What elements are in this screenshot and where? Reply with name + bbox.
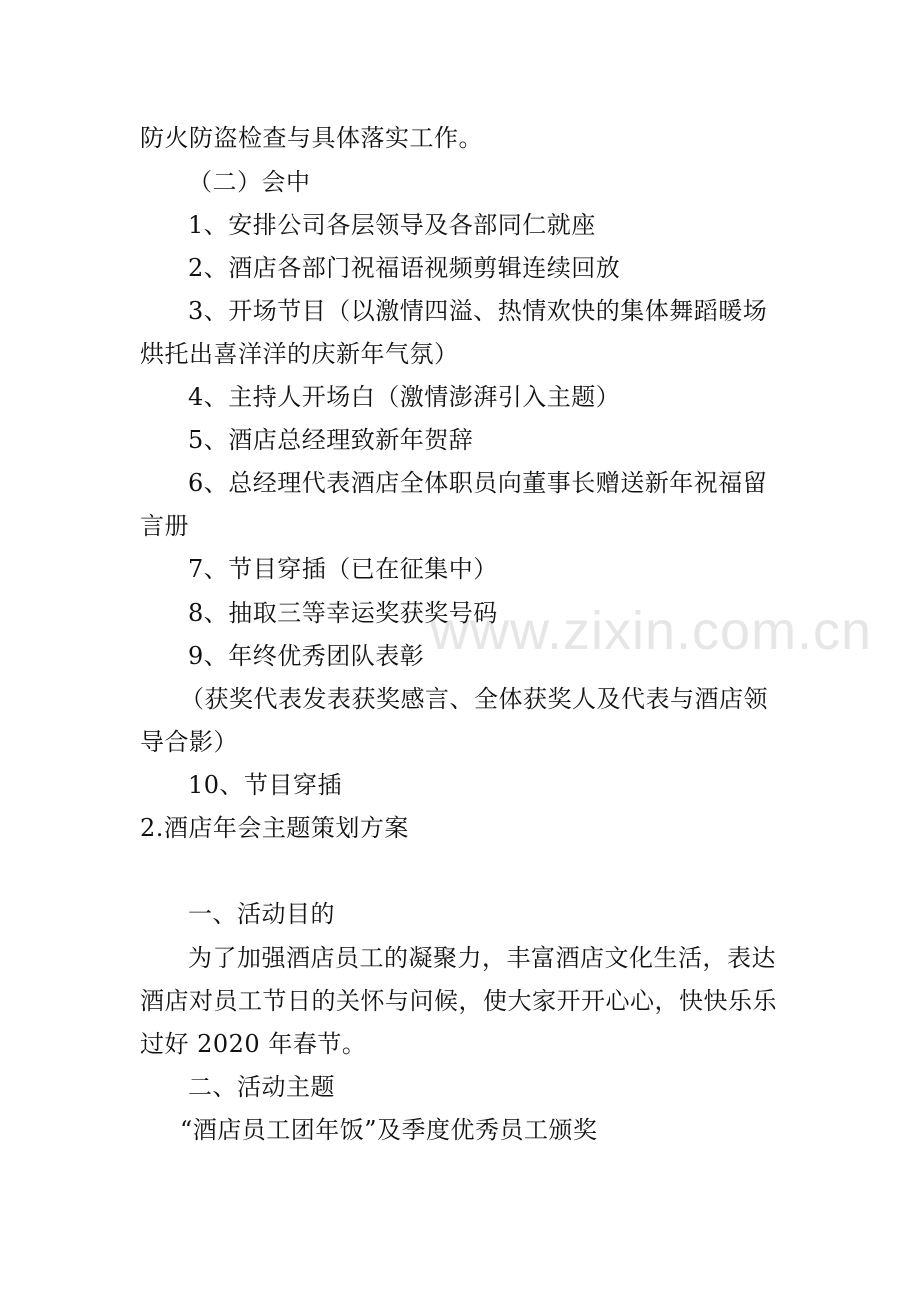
paragraph-line: 为了加强酒店员工的凝聚力，丰富酒店文化生活，表达 (188, 944, 776, 972)
paragraph-line: 过好 2020 年春节。 (140, 1030, 367, 1058)
list-item: 6、总经理代表酒店全体职员向董事长赠送新年祝福留 (188, 469, 768, 497)
list-item: 9、年终优秀团队表彰 (188, 642, 425, 670)
list-item: 1、安排公司各层领导及各部同仁就座 (188, 211, 596, 239)
list-item: 5、酒店总经理致新年贺辞 (188, 426, 474, 454)
list-item-continuation: 言册 (140, 512, 189, 540)
watermark: www.zixin.com.cn (430, 601, 873, 661)
text-line: 防火防盗检查与具体落实工作。 (140, 124, 483, 152)
list-item: 7、节目穿插（已在征集中） (188, 555, 498, 583)
section-heading: 二、活动主题 (188, 1073, 335, 1101)
list-item-note: （获奖代表发表获奖感言、全体获奖人及代表与酒店领 (180, 685, 768, 713)
list-item: 8、抽取三等幸运奖获奖号码 (188, 599, 498, 627)
list-item: 4、主持人开场白（激情澎湃引入主题） (188, 383, 621, 411)
section-heading: 一、活动目的 (188, 900, 335, 928)
list-item: 2、酒店各部门祝福语视频剪辑连续回放 (188, 254, 621, 282)
list-item-continuation: 烘托出喜洋洋的庆新年气氛） (140, 340, 459, 368)
list-item-continuation: 导合影） (140, 728, 238, 756)
list-item: 3、开场节目（以激情四溢、热情欢快的集体舞蹈暖场 (188, 297, 768, 325)
section-heading: （二）会中 (188, 168, 311, 196)
paragraph-line: 酒店对员工节日的关怀与问候，使大家开开心心，快快乐乐 (140, 987, 777, 1015)
list-item: 10、节目穿插 (188, 771, 343, 799)
theme-line: “酒店员工团年饭”及季度优秀员工颁奖 (180, 1116, 598, 1144)
document-heading: 2.酒店年会主题策划方案 (140, 814, 409, 842)
